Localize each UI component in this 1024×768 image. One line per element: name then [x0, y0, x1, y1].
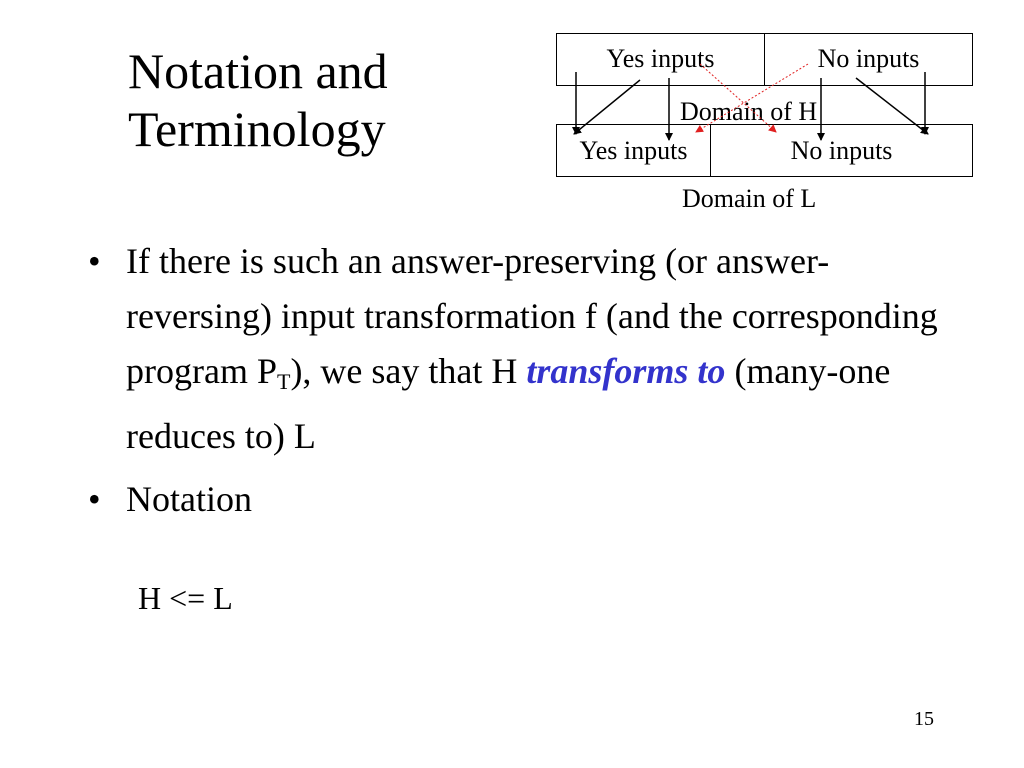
- definition-text-end: (many-one reduces to) L: [126, 351, 891, 456]
- page-number: 15: [914, 708, 934, 730]
- bullet-definition: [88, 234, 968, 464]
- title-line-1: Notation and: [128, 43, 388, 99]
- arrow-yes-to-yes-diagonal: [574, 80, 640, 134]
- program-subscript: T: [276, 369, 291, 394]
- dotted-arrow-no-to-yes: [696, 64, 808, 132]
- notation-formula: H <= L: [138, 580, 233, 616]
- reduction-diagram: [0, 0, 1024, 230]
- bullet-list: [88, 234, 968, 535]
- h-no-inputs: No inputs: [817, 44, 920, 73]
- definition-text-start: If there is such an answer-preserving (or answer-reversing) input transformation f (and the corresponding program P: [126, 241, 938, 391]
- transforms-to-emphasis: transforms to: [526, 351, 726, 391]
- notation-label: Notation: [126, 479, 252, 519]
- dotted-arrow-yes-to-no: [700, 64, 776, 132]
- title-line-2: Terminology: [128, 101, 386, 157]
- arrow-no-to-no-diagonal: [856, 78, 928, 134]
- h-yes-inputs: Yes inputs: [557, 34, 765, 85]
- bullet-marker: •: [88, 479, 101, 519]
- l-yes-inputs: Yes inputs: [557, 125, 711, 176]
- domain-h-label: Domain of H: [680, 97, 818, 126]
- domain-l-label: Domain of L: [682, 184, 817, 213]
- definition-text-middle: ), we say that H: [290, 351, 527, 391]
- l-no-inputs: No inputs: [790, 135, 893, 165]
- mapping-arrows: [0, 0, 1024, 230]
- bullet-marker: •: [88, 241, 101, 281]
- bullet-notation: [88, 472, 968, 527]
